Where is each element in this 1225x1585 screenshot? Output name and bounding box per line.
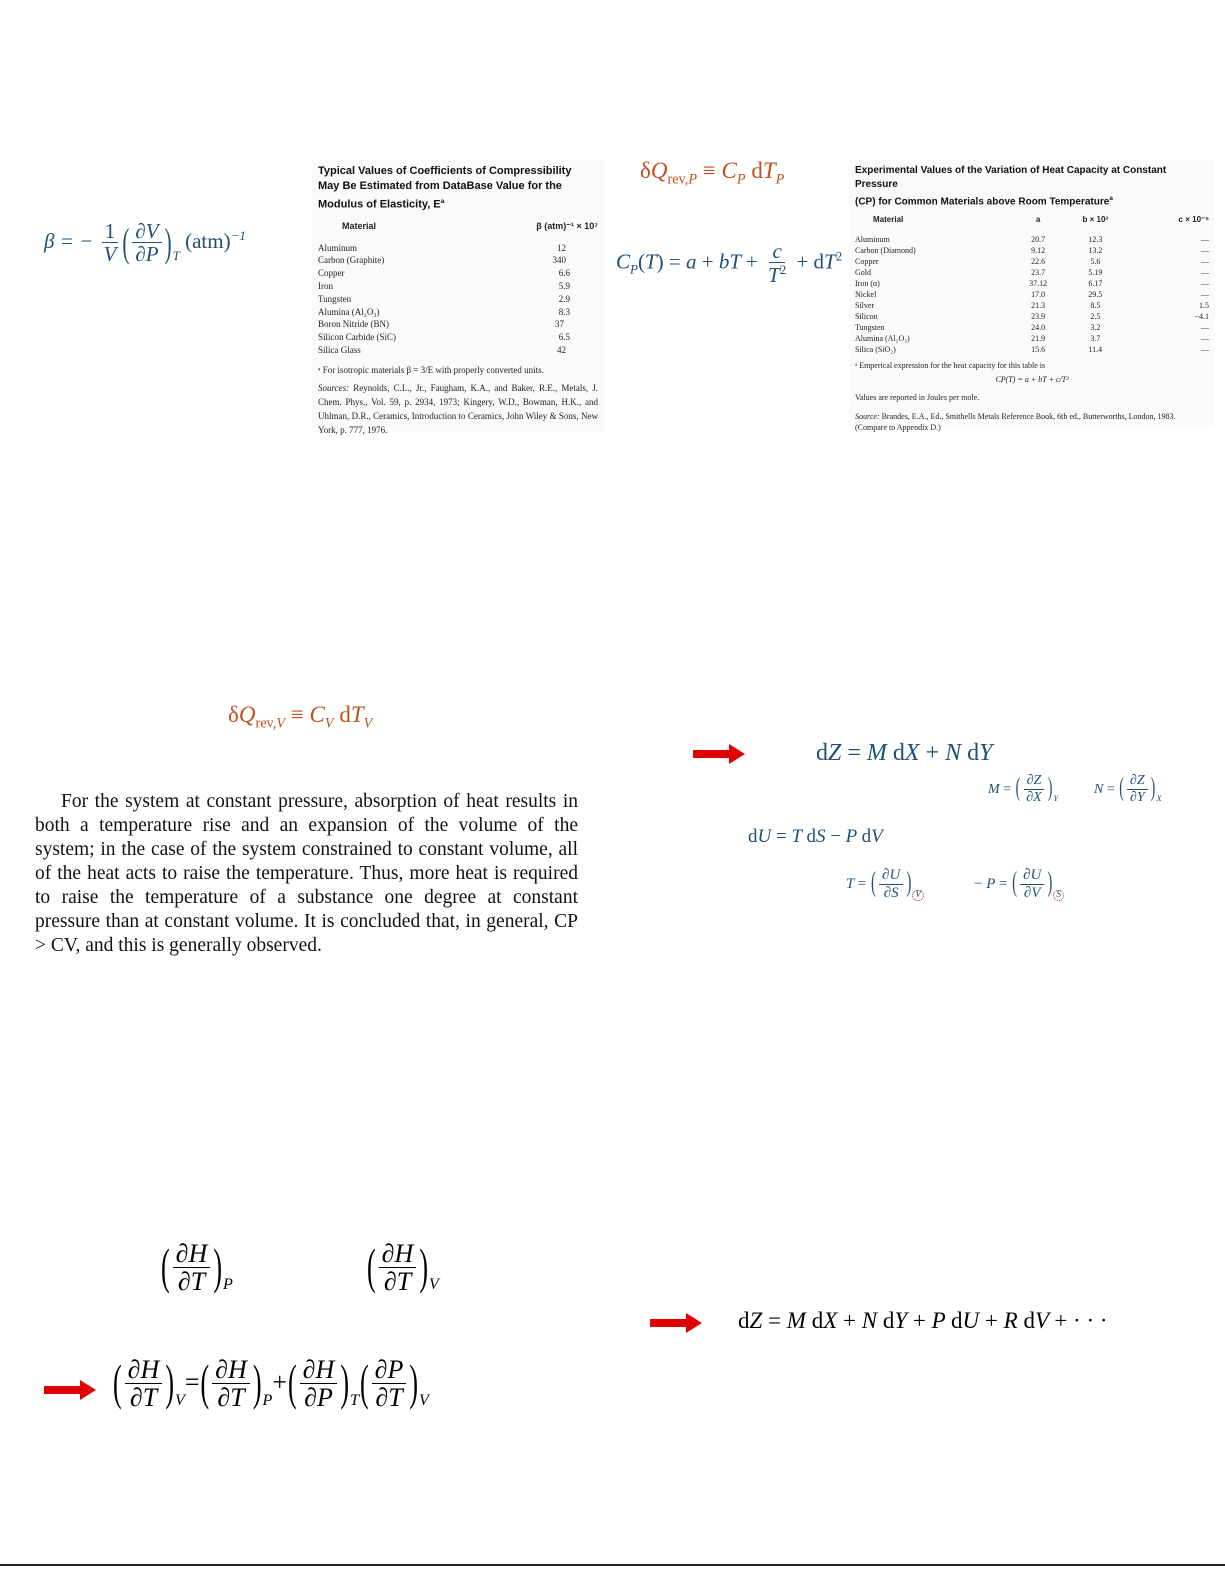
table-row: Silica (SiO₂) 15.6 11.4 — [855,345,1209,355]
arrow-right-icon [693,744,745,764]
table-row: Carbon (Diamond) 9.12 13.2 — [855,246,1209,256]
table-row: Boron Nitride (BN) 37 [318,319,564,330]
heat-const-pressure-formula: $\delta Q_{rev,P} \equiv C_P$ $dT_P$ [640,158,785,188]
table-row: Gold 23.7 5.19 — [855,268,1209,278]
compressibility-table [312,160,604,435]
table-row: Aluminum 20.7 12.3 — [855,235,1209,245]
col-b: b × 10³ [1082,215,1109,225]
arrow-right-icon [44,1380,96,1400]
table-row: Alumina (Al₂O₃) 21.9 3.7 — [855,334,1209,344]
table-row: Silicon 23.9 2.5 −4.1 [855,312,1209,322]
heat-capacity-data [855,209,1209,355]
table-row: Silicon Carbide (SiC) 6.5 [318,332,570,343]
col-a: a [1035,215,1041,225]
total-differential-formula: dZ = M dX + N dY [816,740,993,766]
col-material: Material [342,221,377,232]
temperature-partial-formula: T = ( $\frac{\partial U}{\partial S}$ ) $_V$ [846,868,924,901]
table-row: Carbon (Graphite) 340 [318,255,566,266]
partial-n-formula: N = ( $\frac{\partial Z}{\partial Y}$ )$_X$ [1094,773,1162,805]
compressibility-data [318,215,598,357]
enthalpy-chain-formula: ( $\frac{\partial H}{\partial T}$ )$_V=$( $\frac{\partial H}{\partial T}$ )$_P+$( $\frac{\partial H}{\partial P}$ )$_T$( $\frac{\partial P}{\partial T}$ )$_V$ [113,1355,429,1413]
col-beta: β (atm)⁻¹ × 10⁷ [536,220,598,231]
dh-dt-v-formula: ( $\frac{\partial H}{\partial T}$ )$_V$ [367,1239,439,1297]
table-row: Tungsten 2.9 [318,293,570,304]
table-row: Nickel 17.0 29.5 — [855,290,1209,300]
heat-capacity-table-title: Experimental Values of the Variation of Heat Capacity at Constant Pressure (CP) for Common Materials above Room Temperature$^a$ [855,165,1167,208]
internal-energy-formula: dU = T dS − P dV [748,826,883,847]
heat-capacity-footnote-eq: CP(T) = a + bT + c/T² [995,375,1069,385]
table-row: Tungsten 24.0 3.2 — [855,323,1209,333]
arrow-right-icon [650,1313,702,1333]
col-c: c × 10⁻⁵ [1178,215,1209,225]
dh-dt-p-formula: ( $\frac{\partial H}{\partial T}$ )$_P$ [161,1239,233,1297]
table-row: Silica Glass 42 [318,345,566,356]
pressure-partial-formula: − P = ( $\frac{\partial U}{\partial V}$ ) $_S$ [974,868,1064,901]
compressibility-table-title: Typical Values of Coefficients of Compressibility May Be Estimated from DataBase Value for the Modulus of Elasticity, $E^a$ [318,165,572,211]
table-row: Copper 6.6 [318,268,570,279]
compressibility-sources: Sources: Reynolds, C.L., Jr., Faugham, K.A., and Baker, R.E., Metals, J. Chem. Phys., Vol. 59, p. 2934, 1973; Kingery, W.D., Bowman, H.K., and Uhlman, D.R., Ceramics, Introduction to Ceramics, John Wiley & Sons, New York, p. 777, 1976. [318,382,598,435]
heat-const-volume-formula: $\delta Q_{rev,V} \equiv C_V$ $dT_V$ [228,702,373,732]
body-paragraph: For the system at constant pressure, absorption of heat results in both a temperature rise and an expansion of the volume of the system; in the case of the system constrained to constant volume, all of the heat acts to raise the temperature. Thus, more heat is required to raise the temperature of a substance one degree at constant pressure than at constant volume. It is concluded that, in general, CP > CV, and this is generally observed. [35,791,578,956]
heat-capacity-formula: $C_P(T) = a$ + bT + $\frac{c}{T^2}$ + $dT^2$ [616,239,843,288]
table-row: Copper 22.6 5.6 — [855,257,1209,267]
table-row: Alumina (Al₂O₃) 8.3 [318,306,570,317]
heat-capacity-source: Source: Brandes, E.A., Ed., Smithells Metals Reference Book, 6th ed., Butterworths, London, 1983. (Compare to Appendix D.) [855,412,1176,433]
table-row: Iron (α) 37.12 6.17 — [855,279,1209,289]
bottom-rule [0,1564,1225,1566]
heat-capacity-table [849,160,1215,433]
general-differential-formula: dZ = M dX + N dY + P dU + R dV + · · · [738,1308,1108,1333]
heat-capacity-footnote: ᵃ Emperical expression for the heat capacity for this table is [855,361,1046,371]
table-row: Aluminum 12 [318,242,566,253]
col-material: Material [873,215,904,225]
compressibility-footnote: ᵃ For isotropic materials β = 3/E with properly converted units. [318,364,544,375]
partial-m-formula: M = ( $\frac{\partial Z}{\partial X}$ )$_Y$ [988,773,1059,805]
heat-capacity-units: Values are reported in Joules per mole. [855,393,980,403]
table-row: Iron 5.9 [318,281,570,292]
table-row: Silver 21.3 8.5 1.5 [855,301,1209,311]
compressibility-formula: β = − $\frac{1}{V}$ ( $\frac{\partial V}{\partial P}$ )$_T$ (atm)$^{-1}$ [44,219,246,267]
